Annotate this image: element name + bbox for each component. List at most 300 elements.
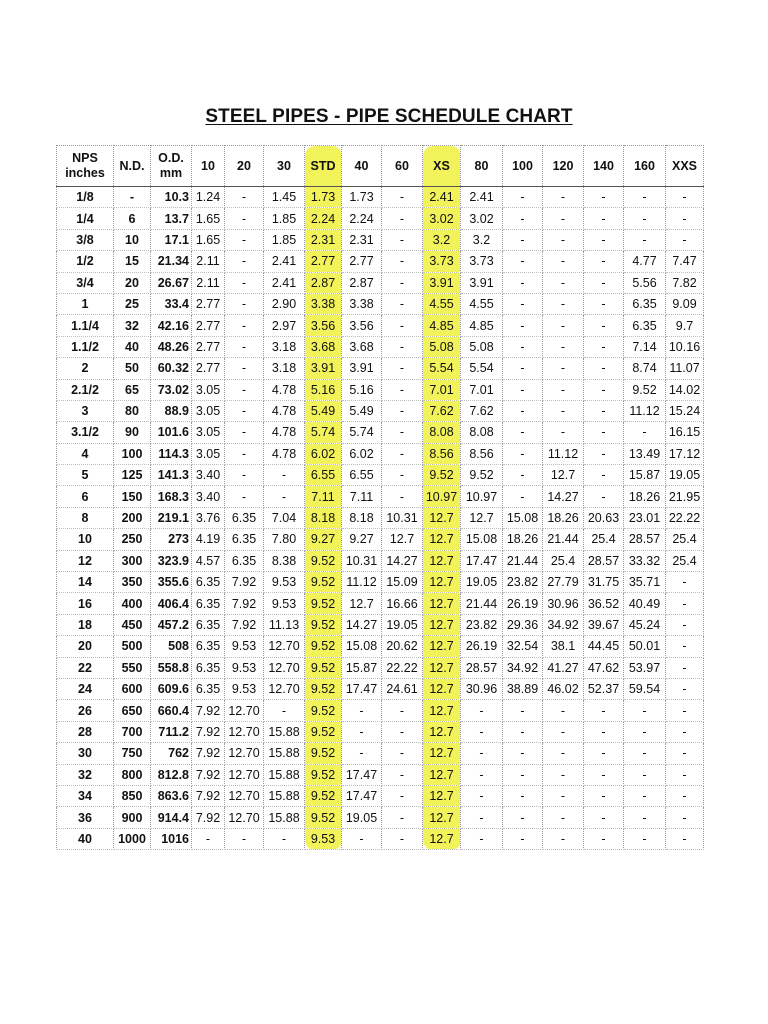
table-row [57,636,704,657]
table-cell: - [584,315,624,336]
table-cell: - [666,657,704,678]
table-cell: 9.52 [305,743,342,764]
table-cell: 47.62 [584,657,624,678]
table-cell: 14.27 [342,614,382,635]
table-cell: - [461,785,503,806]
table-cell: 25.4 [666,529,704,550]
table-cell: 12.7 [423,678,461,699]
table-cell: 28.57 [461,657,503,678]
table-cell: 2.97 [264,315,305,336]
table-cell: - [503,251,543,272]
table-cell: 13.7 [151,208,192,229]
table-cell: 1/8 [57,187,114,208]
table-row [57,550,704,571]
table-cell: 7.62 [423,400,461,421]
table-cell: 6.55 [305,465,342,486]
table-cell: 12.7 [423,743,461,764]
table-cell: 42.16 [151,315,192,336]
table-cell: 2.77 [192,336,225,357]
table-cell: - [543,828,584,849]
table-cell: - [382,721,423,742]
table-cell: 8.56 [423,443,461,464]
table-cell: 4 [57,443,114,464]
table-cell: - [624,187,666,208]
table-cell: - [543,272,584,293]
table-cell: 34 [57,785,114,806]
table-cell: 7.11 [305,486,342,507]
table-cell: 9.52 [305,678,342,699]
table-cell: 7.92 [225,614,264,635]
table-cell: 50 [114,358,151,379]
table-cell: 9.52 [305,721,342,742]
table-cell: 12.7 [423,828,461,849]
table-cell: 7.92 [192,785,225,806]
table-cell: - [666,807,704,828]
table-cell: 10.97 [461,486,503,507]
table-cell: 12.70 [225,785,264,806]
table-cell: 15.87 [342,657,382,678]
table-cell: - [503,358,543,379]
table-cell: 9.52 [423,465,461,486]
table-cell: - [382,272,423,293]
table-row [57,400,704,421]
table-cell: - [543,293,584,314]
table-cell: 30 [57,743,114,764]
table-cell: 609.6 [151,678,192,699]
table-cell: 25.4 [543,550,584,571]
table-cell: 14.27 [543,486,584,507]
table-cell: - [543,379,584,400]
table-cell: 21.44 [503,550,543,571]
table-cell: 28 [57,721,114,742]
table-cell: 2.77 [342,251,382,272]
table-cell: 500 [114,636,151,657]
table-cell: 2.11 [192,251,225,272]
table-cell: 1.65 [192,229,225,250]
table-cell: 8.74 [624,358,666,379]
table-cell: 19.05 [382,614,423,635]
table-cell: - [382,208,423,229]
table-cell: - [382,293,423,314]
page-title: STEEL PIPES - PIPE SCHEDULE CHART [205,106,573,127]
table-cell: 1.73 [305,187,342,208]
table-row [57,422,704,443]
table-cell: - [382,379,423,400]
table-cell: 5.54 [423,358,461,379]
table-cell: 7.47 [666,251,704,272]
table-cell: 12.70 [225,807,264,828]
table-cell: - [584,379,624,400]
table-cell: 18.26 [543,507,584,528]
table-cell: 3.76 [192,507,225,528]
table-cell: 7.92 [192,721,225,742]
table-cell: - [225,229,264,250]
table-cell: - [584,721,624,742]
table-cell: 39.67 [584,614,624,635]
table-cell: - [584,465,624,486]
table-cell: 16.66 [382,593,423,614]
table-cell: 12.7 [423,700,461,721]
table-cell: - [382,807,423,828]
table-cell: 80 [114,400,151,421]
table-cell: 88.9 [151,400,192,421]
table-row [57,700,704,721]
table-cell: 8.56 [461,443,503,464]
table-cell: 3/8 [57,229,114,250]
table-cell: 17.47 [342,785,382,806]
table-cell: - [382,187,423,208]
table-row [57,465,704,486]
table-row [57,229,704,250]
table-cell: - [624,764,666,785]
table-cell: - [225,486,264,507]
table-cell: 9.52 [305,807,342,828]
table-row [57,251,704,272]
table-cell: 3.91 [423,272,461,293]
table-cell: 6.35 [192,657,225,678]
table-cell: - [342,828,382,849]
table-cell: 7.04 [264,507,305,528]
table-cell: - [382,422,423,443]
table-cell: 273 [151,529,192,550]
table-cell: 12.7 [342,593,382,614]
table-cell: 12.7 [423,657,461,678]
table-cell: - [584,187,624,208]
table-cell: 15.87 [624,465,666,486]
table-cell: - [264,828,305,849]
table-cell: - [666,743,704,764]
table-cell: 9.52 [305,785,342,806]
table-cell: 2.31 [342,229,382,250]
table-cell: 1.24 [192,187,225,208]
table-cell: 9.52 [624,379,666,400]
table-cell: 40 [114,336,151,357]
table-row [57,529,704,550]
table-cell: 3.91 [305,358,342,379]
table-cell: 17.47 [342,764,382,785]
table-cell: 3.56 [305,315,342,336]
table-cell: - [461,764,503,785]
table-cell: 15.09 [382,572,423,593]
table-cell: 59.54 [624,678,666,699]
table-cell: 15.88 [264,807,305,828]
table-cell: 2.41 [461,187,503,208]
table-cell: 2.41 [264,272,305,293]
table-cell: 12.7 [423,807,461,828]
table-row [57,764,704,785]
table-cell: 20 [114,272,151,293]
table-cell: 14.02 [666,379,704,400]
table-cell: 2 [57,358,114,379]
table-cell: 12.7 [423,529,461,550]
table-cell: 3.91 [342,358,382,379]
table-cell: 7.11 [342,486,382,507]
table-cell: 6 [57,486,114,507]
table-cell: - [584,700,624,721]
table-cell: - [225,828,264,849]
table-cell: 1.65 [192,208,225,229]
table-row [57,315,704,336]
column-header: NPS inches [57,146,114,187]
table-cell: 5.54 [461,358,503,379]
table-cell: - [114,187,151,208]
table-cell: 9.52 [305,572,342,593]
column-header: STD [305,146,342,187]
table-cell: 12.70 [225,764,264,785]
table-row [57,743,704,764]
pipe-schedule-table-container [56,145,704,850]
table-cell: - [342,743,382,764]
table-cell: 14 [57,572,114,593]
table-cell: - [503,422,543,443]
table-cell: - [624,743,666,764]
table-cell: 28.57 [584,550,624,571]
table-cell: - [382,785,423,806]
table-cell: - [584,486,624,507]
table-cell: 3.2 [423,229,461,250]
table-cell: 3.56 [342,315,382,336]
table-cell: 11.07 [666,358,704,379]
table-cell: 400 [114,593,151,614]
column-header: 30 [264,146,305,187]
column-header: 160 [624,146,666,187]
table-cell: 2.87 [305,272,342,293]
table-cell: 168.3 [151,486,192,507]
table-cell: - [666,636,704,657]
table-cell: 53.97 [624,657,666,678]
column-header: 120 [543,146,584,187]
table-cell: 19.05 [342,807,382,828]
table-cell: - [584,358,624,379]
table-cell: 1.85 [264,229,305,250]
table-cell: 9.53 [225,678,264,699]
column-header: XS [423,146,461,187]
table-cell: - [543,336,584,357]
table-cell: - [503,336,543,357]
table-cell: - [503,187,543,208]
table-body [57,187,704,850]
table-cell: - [382,229,423,250]
table-cell: 36.52 [584,593,624,614]
table-cell: - [543,700,584,721]
table-cell: 15.24 [666,400,704,421]
table-cell: 600 [114,678,151,699]
table-cell: 38.89 [503,678,543,699]
table-cell: 11.13 [264,614,305,635]
table-cell: 5.56 [624,272,666,293]
table-cell: 60.32 [151,358,192,379]
table-cell: 50.01 [624,636,666,657]
table-cell: - [624,721,666,742]
table-row [57,187,704,208]
table-cell: 15 [114,251,151,272]
table-cell: 9.52 [305,636,342,657]
table-cell: 8.18 [305,507,342,528]
table-cell: 12.7 [423,507,461,528]
table-cell: - [461,743,503,764]
table-cell: 711.2 [151,721,192,742]
table-cell: 17.47 [461,550,503,571]
table-cell: - [584,785,624,806]
table-cell: 12.7 [423,721,461,742]
table-cell: 3.05 [192,422,225,443]
table-cell: - [503,443,543,464]
table-cell: - [503,293,543,314]
table-cell: 1.1/2 [57,336,114,357]
table-cell: 21.34 [151,251,192,272]
table-cell: - [225,422,264,443]
table-cell: 18.26 [624,486,666,507]
table-cell: 10.16 [666,336,704,357]
table-cell: 3.05 [192,443,225,464]
table-cell: 34.92 [503,657,543,678]
table-cell: 800 [114,764,151,785]
table-cell: 2.11 [192,272,225,293]
table-cell: 4.78 [264,422,305,443]
table-cell: 2.24 [342,208,382,229]
table-cell: - [666,593,704,614]
table-cell: - [264,465,305,486]
table-cell: 17.1 [151,229,192,250]
table-cell: 141.3 [151,465,192,486]
table-cell: 3.68 [342,336,382,357]
table-cell: - [543,315,584,336]
table-cell: 150 [114,486,151,507]
table-cell: 7.92 [192,764,225,785]
table-cell: 12.7 [423,593,461,614]
table-cell: 19.05 [461,572,503,593]
table-cell: - [584,208,624,229]
table-cell: - [225,293,264,314]
table-cell: 18.26 [503,529,543,550]
table-cell: 9.52 [305,550,342,571]
table-cell: 6.02 [342,443,382,464]
table-cell: - [264,700,305,721]
table-cell: 7.92 [225,593,264,614]
table-cell: - [225,400,264,421]
table-row [57,785,704,806]
table-cell: 12.70 [264,678,305,699]
table-cell: 12 [57,550,114,571]
table-row [57,336,704,357]
table-cell: - [584,272,624,293]
table-cell: 9.53 [264,593,305,614]
table-cell: - [543,422,584,443]
table-cell: 3.38 [305,293,342,314]
table-cell: 12.7 [423,636,461,657]
table-cell: - [666,208,704,229]
table-cell: 1016 [151,828,192,849]
table-cell: 48.26 [151,336,192,357]
table-cell: - [543,187,584,208]
table-cell: - [382,336,423,357]
table-cell: 32 [114,315,151,336]
table-cell: - [543,785,584,806]
table-cell: 2.77 [192,315,225,336]
table-cell: 6.35 [192,678,225,699]
table-cell: 355.6 [151,572,192,593]
table-cell: - [584,443,624,464]
table-cell: 558.8 [151,657,192,678]
table-cell: 25 [114,293,151,314]
column-header: 140 [584,146,624,187]
table-cell: 17.47 [342,678,382,699]
table-cell: 12.7 [461,507,503,528]
table-cell: 26.19 [461,636,503,657]
table-cell: 35.71 [624,572,666,593]
table-cell: - [666,721,704,742]
table-cell: 12.7 [382,529,423,550]
table-cell: 25.4 [584,529,624,550]
table-cell: - [543,251,584,272]
table-cell: 12.70 [225,743,264,764]
table-cell: - [503,272,543,293]
table-cell: 10.3 [151,187,192,208]
table-cell: - [503,807,543,828]
table-cell: 125 [114,465,151,486]
table-cell: 2.87 [342,272,382,293]
table-row [57,807,704,828]
table-cell: 9.09 [666,293,704,314]
table-cell: 650 [114,700,151,721]
table-cell: - [225,336,264,357]
table-cell: - [225,465,264,486]
table-cell: - [382,828,423,849]
table-cell: 8.08 [461,422,503,443]
table-cell: 9.53 [225,636,264,657]
table-row [57,828,704,849]
table-cell: 3.68 [305,336,342,357]
table-cell: - [584,807,624,828]
table-cell: 9.52 [305,700,342,721]
table-cell: 2.1/2 [57,379,114,400]
table-cell: - [382,358,423,379]
table-cell: 3/4 [57,272,114,293]
table-cell: 23.01 [624,507,666,528]
table-cell: 550 [114,657,151,678]
table-cell: - [584,229,624,250]
column-header: 40 [342,146,382,187]
table-cell: 5.49 [342,400,382,421]
table-cell: 4.78 [264,443,305,464]
table-cell: 4.78 [264,400,305,421]
table-cell: 52.37 [584,678,624,699]
table-cell: 40 [57,828,114,849]
table-cell: 33.4 [151,293,192,314]
table-cell: 9.52 [305,764,342,785]
table-cell: 9.52 [305,614,342,635]
table-cell: 65 [114,379,151,400]
table-cell: 32.54 [503,636,543,657]
table-cell: - [461,807,503,828]
table-cell: 12.7 [423,572,461,593]
table-cell: - [543,743,584,764]
table-cell: 9.52 [305,593,342,614]
table-cell: - [461,828,503,849]
table-cell: - [382,251,423,272]
table-cell: 8.18 [342,507,382,528]
table-cell: 9.52 [305,657,342,678]
table-cell: 90 [114,422,151,443]
pipe-schedule-table [56,145,704,850]
table-cell: - [543,807,584,828]
table-row [57,272,704,293]
table-cell: 22.22 [666,507,704,528]
table-cell: 6.55 [342,465,382,486]
table-cell: 3.02 [423,208,461,229]
table-cell: 12.7 [423,764,461,785]
table-cell: - [624,422,666,443]
